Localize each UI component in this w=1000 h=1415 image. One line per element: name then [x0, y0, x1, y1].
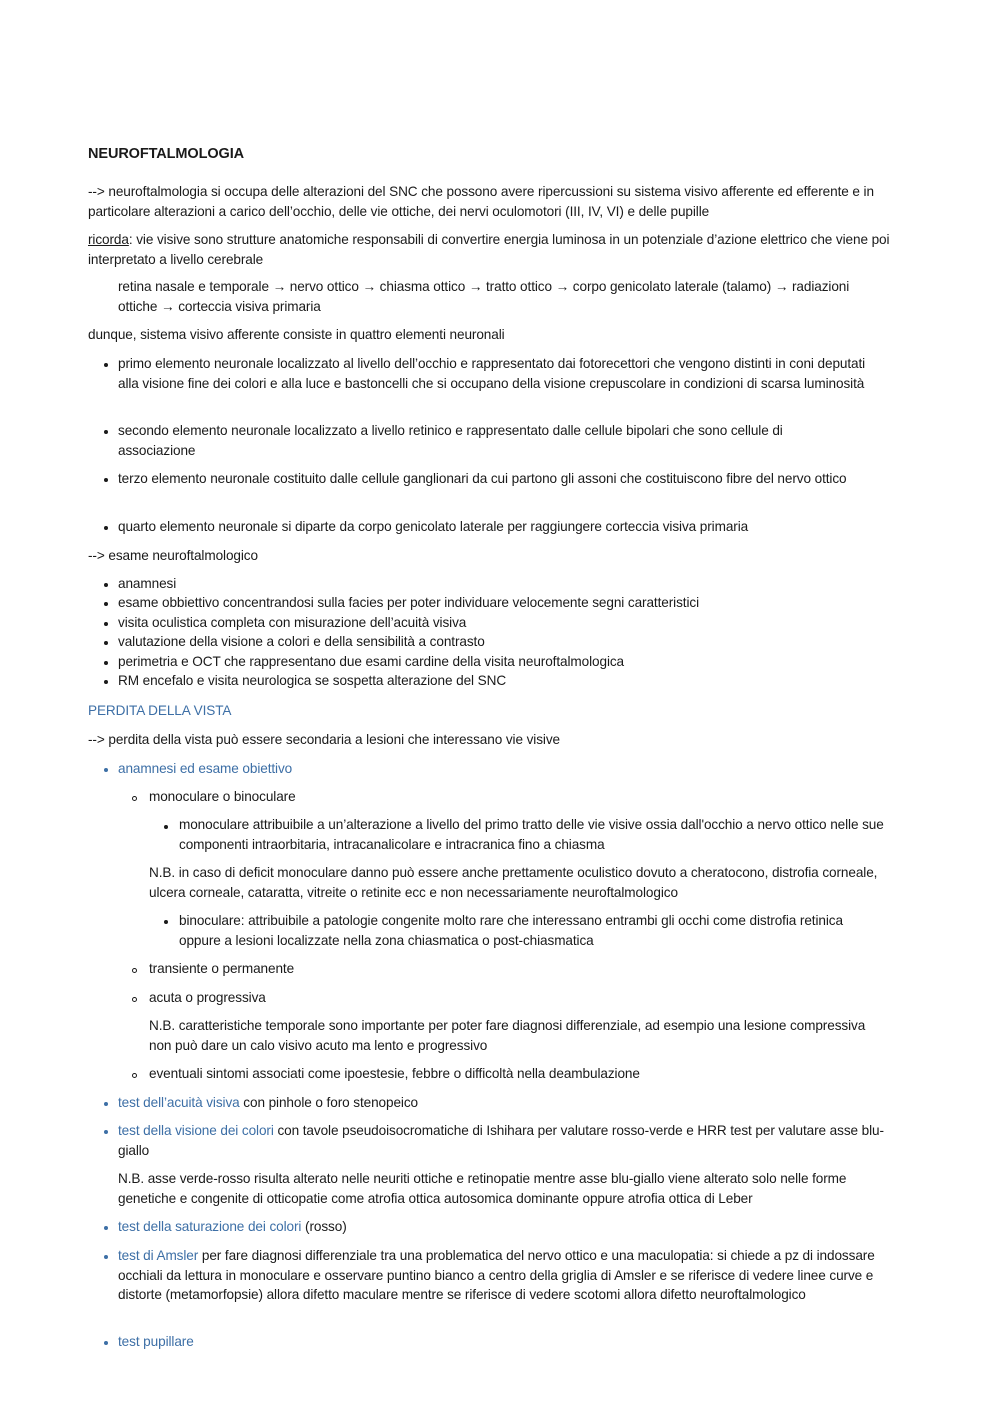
bullet-icon — [104, 1102, 108, 1106]
list-item: RM encefalo e visita neurologica se sospetta alterazione del SNC — [118, 673, 507, 688]
list-item: perimetria e OCT che rappresentano due esami cardine della visita neuroftalmologica — [118, 654, 625, 669]
list-item: quarto elemento neuronale si diparte da corpo genicolato laterale per raggiungere corteccia visiva primaria — [118, 519, 749, 534]
list-item — [118, 1246, 893, 1305]
ricorda-paragraph — [88, 230, 898, 269]
ricorda-text: : vie visive sono strutture anatomiche responsabili di convertire energia luminosa in un potenziale d’azione elettrico che viene poi interpretato a livello cerebrale — [88, 232, 890, 267]
page-title: NEUROFTALMOLOGIA — [88, 146, 245, 162]
ricorda-label: ricorda — [88, 232, 129, 247]
test-acuita-text: con pinhole o foro stenopeico — [239, 1095, 419, 1110]
bullet-icon — [104, 1255, 108, 1259]
list-item: eventuali sintomi associati come ipoestesie, febbre o difficoltà nella deambulazione — [149, 1066, 640, 1081]
circle-bullet-icon — [132, 997, 137, 1002]
nb-colori: N.B. asse verde-rosso risulta alterato nelle neuriti ottiche e retinopatie mentre asse blu-giallo viene alterato solo nelle forme genetiche e congenite di otticopatie come atrofia ottica autosomica dominante oppure atrofia ottica di Leber — [118, 1171, 847, 1206]
bullet-icon — [104, 478, 108, 482]
circle-bullet-icon — [132, 968, 137, 973]
bullet-icon — [104, 622, 108, 626]
list-item: primo elemento neuronale localizzato al livello dell’occhio e rappresentato dai fotorecettori che vengono distinti in coni deputati alla visione fine dei colori e alla luce e bastoncelli che si occupano della visione crepuscolare in condizioni di scarsa luminosità — [118, 356, 866, 391]
bullet-icon — [104, 583, 108, 587]
bullet-icon — [104, 661, 108, 665]
bullet-icon — [104, 680, 108, 684]
pathway-paragraph: retina nasale e temporale → nervo ottico → chiasma ottico → tratto ottico → corpo genicolato laterale (talamo) → radiazioni ottiche → corteccia visiva primaria — [118, 279, 850, 314]
list-item: valutazione della visione a colori e della sensibilità a contrasto — [118, 634, 485, 649]
bullet-icon — [104, 602, 108, 606]
list-item: terzo elemento neuronale costituito dalle cellule ganglionari da cui partono gli assoni che costituiscono fibre del nervo ottico — [118, 471, 847, 486]
nb-monoculare: N.B. in caso di deficit monoculare danno può essere anche prettamente oculistico dovuto a cheratocono, distrofia corneale, ulcera corneale, cataratta, vitreite o retinite ecc e non necessariamente neuroftalmologico — [149, 865, 878, 900]
test-colori-label: test della visione dei colori — [118, 1123, 274, 1138]
list-item: anamnesi — [118, 576, 177, 591]
test-saturazione-text: (rosso) — [301, 1219, 347, 1234]
bullet-icon — [104, 363, 108, 367]
nb-temporale: N.B. caratteristiche temporale sono importante per poter fare diagnosi differenziale, ad esempio una lesione compressiva non può dare un calo visivo acuto ma lento e progressivo — [149, 1018, 866, 1053]
list-item: visita oculistica completa con misurazione dell’acuità visiva — [118, 615, 467, 630]
test-amsler-label: test di Amsler — [118, 1248, 199, 1263]
list-item — [118, 1121, 888, 1160]
perdita-intro: --> perdita della vista può essere secondaria a lesioni che interessano vie visive — [88, 732, 560, 747]
test-amsler-text: per fare diagnosi differenziale tra una problematica del nervo ottico e una maculopatia: si chiede a pz di indossare occhiali da lettura in monoculare e osservare puntino bianco a centro della griglia di Amsler e se riferisce di vedere linee curve e distorte (metamorfopsie) allora difetto maculare mentre se riferisce di vedere scotomi allora difetto neuroftalmologico — [118, 1248, 875, 1302]
list-item — [118, 1093, 898, 1113]
bullet-icon — [164, 825, 168, 829]
list-item: monoculare o binoculare — [149, 789, 296, 804]
afferente-paragraph: dunque, sistema visivo afferente consiste in quattro elementi neuronali — [88, 327, 505, 342]
circle-bullet-icon — [132, 796, 137, 801]
circle-bullet-icon — [132, 1073, 137, 1078]
bullet-icon — [104, 1341, 108, 1345]
list-item: secondo elemento neuronale localizzato a livello retinico e rappresentato dalle cellule bipolari che sono cellule di associazione — [118, 423, 783, 458]
intro-paragraph: --> neuroftalmologia si occupa delle alterazioni del SNC che possono avere ripercussioni su sistema visivo afferente ed efferente e in particolare alterazioni a carico dell’occhio, delle vie ottiche, dei nervi oculomotori (III, IV, VI) e delle pupille — [88, 184, 874, 219]
section-heading-perdita: PERDITA DELLA VISTA — [88, 703, 232, 718]
bullet-icon — [104, 1130, 108, 1134]
test-saturazione-label: test della saturazione dei colori — [118, 1219, 302, 1234]
test-acuita-label: test dell’acuità visiva — [118, 1095, 240, 1110]
list-item: monoculare attribuibile a un’alterazione a livello del primo tratto delle vie visive ossia dall'occhio a nervo ottico nelle sue componenti intraorbitaria, intracanalicolare e intracranica fino a chiasma — [179, 817, 884, 852]
list-item — [118, 1217, 898, 1237]
bullet-icon — [104, 1226, 108, 1230]
bullet-icon — [164, 920, 168, 924]
list-item: binoculare: attribuibile a patologie congenite molto rare che interessano entrambi gli occhi come distrofia retinica oppure a lesioni localizzate nella zona chiasmatica o post-chiasmatica — [179, 913, 843, 948]
list-item: transiente o permanente — [149, 961, 295, 976]
test-colori-text: con tavole pseudoisocromatiche di Ishihara per valutare rosso-verde e HRR test per valutare asse blu-giallo — [118, 1123, 884, 1158]
list-item: acuta o progressiva — [149, 990, 266, 1005]
anamnesi-label: anamnesi ed esame obiettivo — [118, 761, 293, 776]
bullet-icon — [104, 526, 108, 530]
test-pupillare-label: test pupillare — [118, 1334, 194, 1349]
esame-header: --> esame neuroftalmologico — [88, 548, 258, 563]
bullet-icon — [104, 430, 108, 434]
list-item: esame obbiettivo concentrandosi sulla facies per poter individuare velocemente segni caratteristici — [118, 595, 699, 610]
bullet-icon — [104, 641, 108, 645]
bullet-icon — [104, 768, 108, 772]
